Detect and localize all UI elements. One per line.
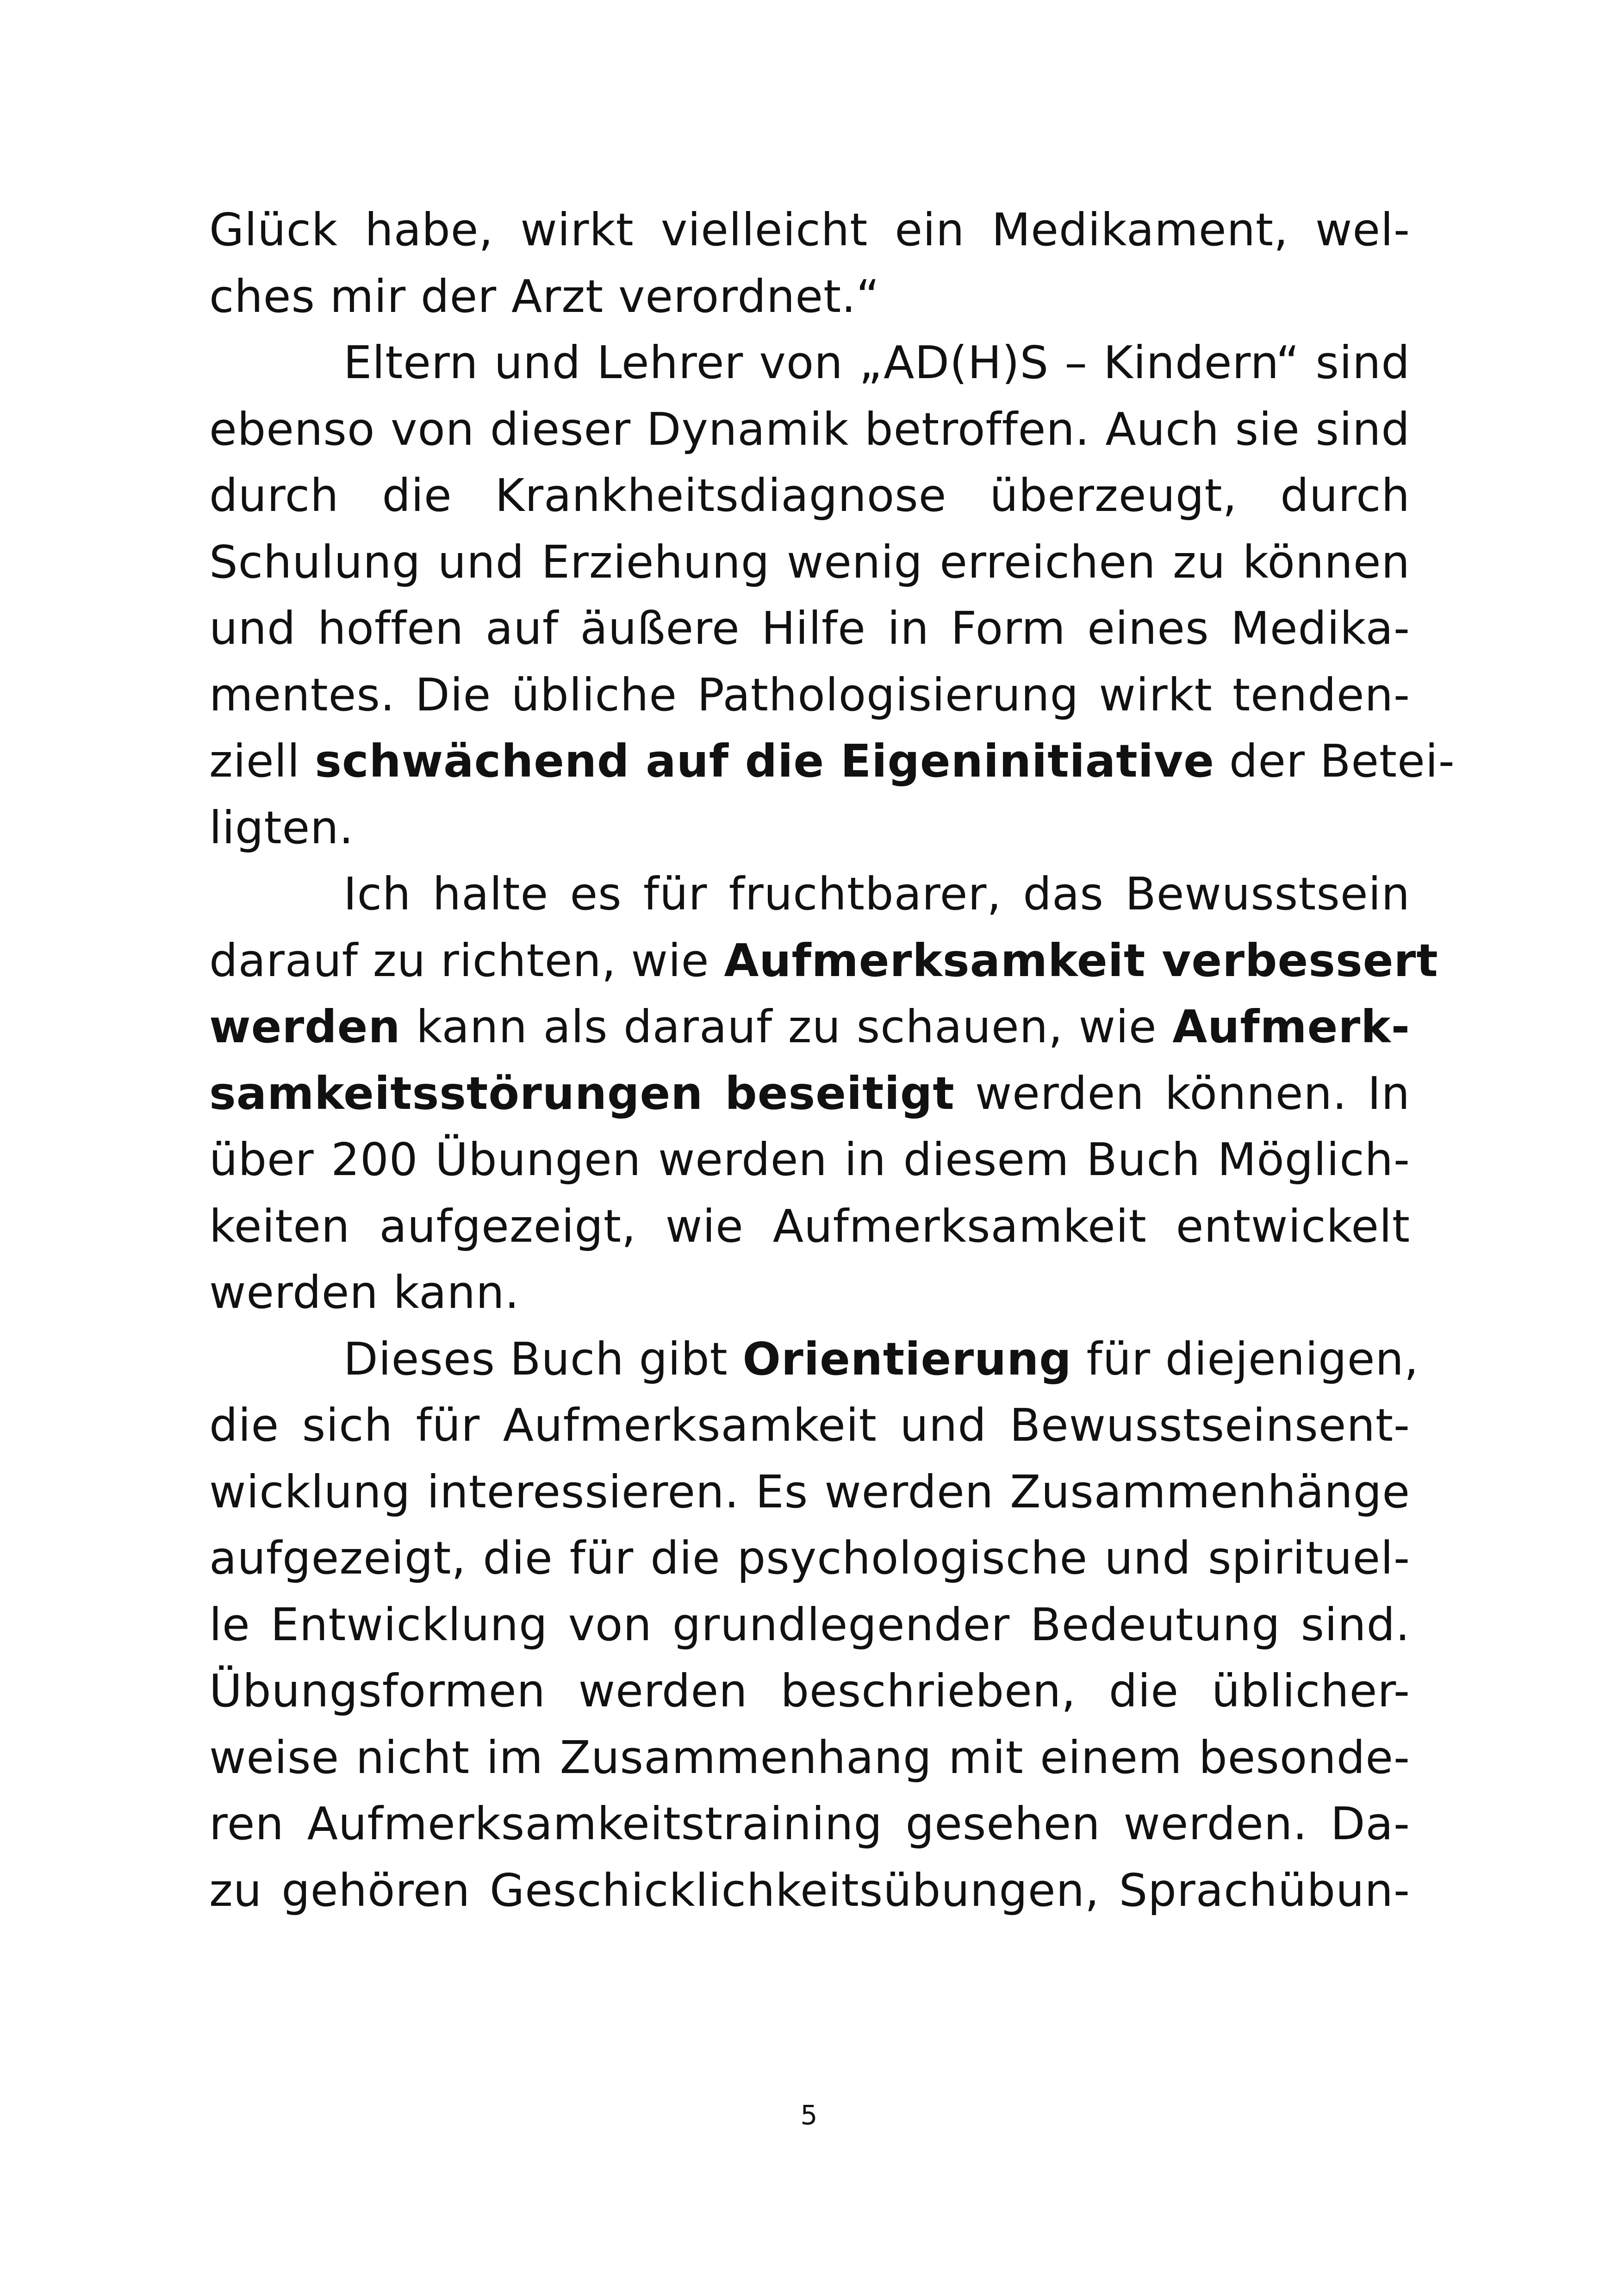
text-line: Dieses Buch gibt Orientierung für diejenigen, xyxy=(343,1332,1419,1385)
text-line: Glück habe, wirkt vielleicht ein Medikament, wel- xyxy=(209,204,1410,256)
text-line: Übungsformen werden beschrieben, die üblicher- xyxy=(209,1665,1410,1717)
text-line: ebenso von dieser Dynamik betroffen. Auch sie sind xyxy=(209,403,1410,455)
text-line: ren Aufmerksamkeitstraining gesehen werden. Da- xyxy=(209,1798,1410,1850)
emphasis: Orientierung xyxy=(742,1332,1072,1385)
text-line: darauf zu richten, wie Aufmerksamkeit verbessert xyxy=(209,934,1438,987)
text-line: ligten. xyxy=(209,801,354,854)
text-line: ziell schwächend auf die Eigeninitiative der Betei- xyxy=(209,735,1455,787)
text-line: weise nicht im Zusammenhang mit einem besonde- xyxy=(209,1731,1410,1784)
text-line: Schulung und Erziehung wenig erreichen zu können xyxy=(209,535,1410,588)
emphasis: schwächend auf die Eigeninitiative xyxy=(315,735,1215,787)
text-line: aufgezeigt, die für die psychologische und spirituel- xyxy=(209,1532,1410,1584)
text-line: und hoffen auf äußere Hilfe in Form eines Medika- xyxy=(209,602,1410,654)
page-number: 5 xyxy=(800,2099,818,2131)
text-line: werden kann. xyxy=(209,1266,520,1319)
text-line: le Entwicklung von grundlegender Bedeutung sind. xyxy=(209,1598,1410,1651)
emphasis: samkeitsstörungen beseitigt xyxy=(209,1067,955,1120)
text-line: durch die Krankheitsdiagnose überzeugt, durch xyxy=(209,469,1410,522)
body-text xyxy=(209,197,1455,1923)
emphasis: Aufmerk- xyxy=(1172,1001,1410,1053)
text-line: Eltern und Lehrer von „AD(H)S – Kindern“ sind xyxy=(343,336,1410,389)
text-line: werden kann als darauf zu schauen, wie Aufmerk- xyxy=(209,1001,1410,1053)
text-line: zu gehören Geschicklichkeitsübungen, Sprachübun- xyxy=(209,1864,1410,1916)
text-line: samkeitsstörungen beseitigt werden können. In xyxy=(209,1067,1411,1120)
text-line: Ich halte es für fruchtbarer, das Bewusstsein xyxy=(343,868,1410,920)
text-line: mentes. Die übliche Pathologisierung wirkt tenden- xyxy=(209,668,1410,721)
emphasis: Aufmerksamkeit verbessert xyxy=(724,934,1438,987)
text-line: keiten aufgezeigt, wie Aufmerksamkeit entwickelt xyxy=(209,1200,1410,1252)
text-line: wicklung interessieren. Es werden Zusammenhänge xyxy=(209,1465,1410,1518)
text-line: die sich für Aufmerksamkeit und Bewusstseinsent- xyxy=(209,1399,1410,1451)
emphasis: werden xyxy=(209,1001,401,1053)
text-line: über 200 Übungen werden in diesem Buch Möglich- xyxy=(209,1133,1410,1186)
text-line: ches mir der Arzt verordnet.“ xyxy=(209,270,880,323)
